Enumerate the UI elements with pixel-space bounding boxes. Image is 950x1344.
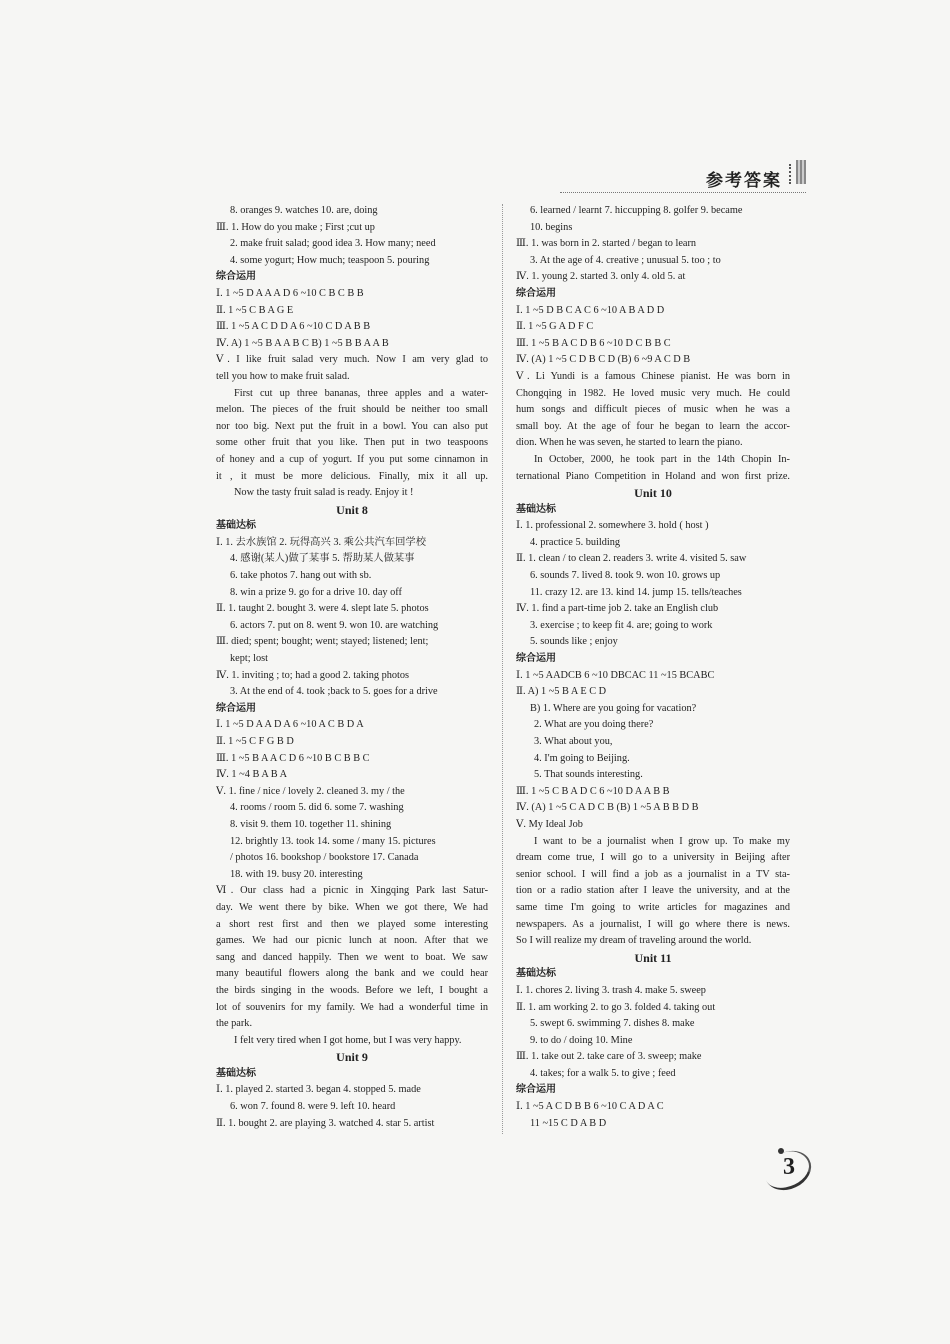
answer-line: of honey and a cup of yogurt. If you put some cinnamon in (216, 453, 488, 465)
answer-line: melon. The pieces of the fruit should be neither too small (216, 404, 488, 416)
answer-line: 8. visit 9. them 10. together 11. shining (230, 818, 392, 830)
answer-line: Ⅱ. 1. am working 2. to go 3. folded 4. taking out (516, 1001, 716, 1013)
answer-line: 3. exercise ; to keep fit 4. are; going to work (530, 619, 713, 631)
answer-line: Ⅳ. (A) 1 ~5 C D B C D (B) 6 ~9 A C D B (516, 354, 691, 366)
section-heading: 基础达标 (216, 520, 256, 532)
answer-line: 8. oranges 9. watches 10. are, doing (230, 205, 378, 216)
answer-line: Ⅱ. A) 1 ~5 B A E C D (516, 686, 607, 698)
answer-line: senior school. I will find a job as a journalist in a TV sta- (516, 868, 790, 880)
unit-heading: Unit 11 (634, 950, 672, 965)
answer-line: I felt very tired when I got home, but I was very happy. (234, 1034, 462, 1046)
answer-line: Ⅵ. Our class had a picnic in Xingqing Park last Satur- (216, 885, 488, 897)
answer-line: 4. takes; for a walk 5. to give ; feed (530, 1067, 676, 1079)
answer-line: Ⅴ. Li Yundi is a famous Chinese pianist. He was born in (516, 370, 790, 382)
answer-line: Ⅴ. 1. fine / nice / lovely 2. cleaned 3. my / the (216, 785, 405, 797)
answer-line: 12. brightly 13. took 14. some / many 15. pictures (230, 835, 436, 847)
answer-line: newspapers. As a journalist, I will go where there is news. (516, 918, 790, 930)
answer-line: Ⅴ. I like fruit salad very much. Now I am very glad to (216, 354, 488, 366)
answer-line: Chongqing in 1982. He loved music very much. He could (516, 387, 790, 399)
answer-line: Ⅰ. 1 ~5 D A A A D 6 ~10 C B C B B (216, 287, 364, 299)
answer-line: hum songs and difficult pieces of music when he was a (516, 404, 790, 416)
answer-line: Ⅰ. 1 ~5 A C D B B 6 ~10 C A D A C (516, 1101, 664, 1113)
answer-line: 18. with 19. busy 20. interesting (230, 868, 363, 880)
answer-line: the park. (216, 1018, 253, 1030)
unit-heading: Unit 8 (336, 502, 368, 517)
answer-line: Ⅱ. 1 ~5 C B A G E (216, 304, 294, 316)
answer-line: Ⅰ. 1. professional 2. somewhere 3. hold ( host ) (516, 520, 709, 532)
page-header (560, 160, 806, 193)
answer-line: ternational Piano Competition in Holand and won first prize. (516, 470, 790, 482)
answer-line: 4. I'm going to Beijing. (534, 752, 630, 764)
unit-heading: Unit 9 (336, 1050, 368, 1065)
answer-line: B) 1. Where are you going for vacation? (530, 702, 697, 714)
answer-line: In October, 2000, he took part in the 14th Chopin In- (534, 453, 790, 465)
answer-line: 2. make fruit salad; good idea 3. How many; need (230, 238, 436, 250)
answer-line: tion or a radio station after I leave the university, and at the (516, 885, 790, 897)
answer-line: Ⅰ. 1 ~5 AADCB 6 ~10 DBCAC 11 ~15 BCABC (516, 669, 715, 681)
answer-line: the birds singing in the woods. Before we left, I bought a (216, 984, 488, 996)
answer-line: 3. At the age of 4. creative ; unusual 5. too ; to (530, 254, 721, 266)
answer-line: Ⅲ. 1 ~5 A C D D A 6 ~10 C D A B B (216, 321, 371, 333)
answer-line: 10. begins (530, 221, 573, 233)
section-heading: 综合运用 (516, 653, 556, 665)
answer-line: 6. take photos 7. hang out with sb. (230, 570, 372, 582)
section-heading: 综合运用 (216, 702, 256, 714)
answer-line: 6. actors 7. put on 8. went 9. won 10. are watching (230, 619, 439, 631)
answer-line: a short rest first and then we played some interesting (216, 918, 488, 930)
answer-line: Ⅳ. 1 ~4 B A B A (216, 769, 288, 781)
answer-line: 3. What about you, (534, 736, 613, 747)
right-column (516, 203, 790, 1132)
answer-line: / photos 16. bookshop / bookstore 17. Canada (230, 852, 419, 864)
answer-line: 3. At the end of 4. took ;back to 5. goes for a drive (230, 686, 438, 698)
answer-line: it , it must be more delicious. Finally, mix it all up. (216, 470, 488, 482)
header-title: 参考答案 (706, 171, 782, 191)
answer-line: 6. learned / learnt 7. hiccupping 8. golfer 9. became (530, 205, 743, 216)
answer-line: Ⅰ. 1 ~5 D B C A C 6 ~10 A B A D D (516, 304, 665, 316)
answer-line: Ⅳ. 1. inviting ; to; had a good 2. taking photos (216, 669, 410, 681)
column-divider (502, 204, 503, 1134)
answer-line: Ⅰ. 1. chores 2. living 3. trash 4. make 5. sweep (516, 984, 706, 996)
answer-line: Ⅰ. 1. played 2. started 3. began 4. stopped 5. made (216, 1084, 421, 1096)
answer-line: Ⅱ. 1. clean / to clean 2. readers 3. write 4. visited 5. saw (516, 553, 747, 565)
answer-line: Ⅲ. 1 ~5 C B A D C 6 ~10 D A A B B (516, 785, 670, 797)
answer-line: Ⅳ. 1. find a part-time job 2. take an English club (516, 603, 719, 615)
answer-line: 6. sounds 7. lived 8. took 9. won 10. grows up (530, 570, 721, 582)
answer-line: 4. 感谢(某人)做了某事 5. 帮助某人做某事 (230, 553, 415, 565)
answer-line: Ⅱ. 1. taught 2. bought 3. were 4. slept late 5. photos (216, 603, 429, 615)
answer-line: Ⅳ. (A) 1 ~5 C A D C B (B) 1 ~5 A B B D B (516, 802, 699, 814)
answer-line: tell you how to make fruit salad. (216, 370, 350, 382)
answer-line: Ⅱ. 1. bought 2. are playing 3. watched 4. star 5. artist (216, 1117, 435, 1129)
answer-line: 8. win a prize 9. go for a drive 10. day off (230, 586, 402, 598)
page-number: 3 (783, 1154, 795, 1180)
answer-line: Ⅱ. 1 ~5 G A D F C (516, 321, 594, 333)
answer-line: sang and danced happily. Then we went to boat. We saw (216, 951, 488, 963)
answer-line: Ⅲ. 1. How do you make ; First ;cut up (216, 221, 375, 233)
answer-line: games. We had our picnic lunch at noon. After that we (216, 935, 488, 947)
answer-line: some other fruit that you like. Then put in two teaspoons (216, 437, 488, 449)
answer-line: 2. What are you doing there? (534, 719, 654, 731)
answer-line: 6. won 7. found 8. were 9. left 10. heard (230, 1101, 396, 1113)
answer-line: Ⅴ. My Ideal Job (516, 818, 583, 830)
answer-line: 5. swept 6. swimming 7. dishes 8. make (530, 1018, 695, 1030)
answer-line: Ⅱ. 1 ~5 C F G B D (216, 736, 294, 747)
answer-line: Ⅰ. 1 ~5 D A A D A 6 ~10 A C B D A (216, 719, 364, 731)
answer-line: 9. to do / doing 10. Mine (530, 1034, 633, 1046)
answer-line: Ⅰ. 1. 去水族馆 2. 玩得高兴 3. 乘公共汽车回学校 (216, 536, 427, 548)
header-dots-ornament (789, 164, 794, 184)
answer-line: Ⅲ. died; spent; bought; went; stayed; listened; lent; (216, 636, 429, 648)
answer-line: Ⅲ. 1. was born in 2. started / began to learn (516, 238, 697, 250)
answer-line: First cut up three bananas, three apples and a water- (234, 387, 488, 399)
section-heading: 基础达标 (516, 503, 556, 515)
section-heading: 综合运用 (516, 1084, 556, 1096)
answer-line: 4. some yogurt; How much; teaspoon 5. pouring (230, 254, 430, 266)
answer-line: dream come true, I will go to a university in Beijing after (516, 852, 790, 864)
answer-line: Now the tasty fruit salad is ready. Enjoy it ! (234, 487, 414, 499)
answer-line: Ⅳ. A) 1 ~5 B A A B C B) 1 ~5 B B A A B (216, 337, 389, 349)
answer-line: So I will realize my dream of traveling around the world. (516, 935, 752, 947)
answer-line: day. We went there by bike. When we got there, We had (216, 901, 488, 913)
answer-line: 4. rooms / room 5. did 6. some 7. washing (230, 802, 404, 814)
answer-line: 11. crazy 12. are 13. kind 14. jump 15. tells/teaches (530, 586, 742, 598)
answer-line: 5. sounds like ; enjoy (530, 636, 618, 648)
section-heading: 基础达标 (516, 968, 556, 980)
section-heading: 综合运用 (516, 287, 556, 299)
answer-line: 5. That sounds interesting. (534, 769, 643, 781)
answer-line: kept; lost (230, 653, 269, 665)
answer-line: lot of souvenirs for my family. We had a wonderful time in (216, 1001, 488, 1013)
answer-line: Ⅳ. 1. young 2. started 3. only 4. old 5. at (516, 271, 686, 283)
answer-line: I want to be a journalist when I grow up. To make my (534, 835, 790, 847)
unit-heading: Unit 10 (634, 486, 672, 501)
answer-line: Ⅲ. 1 ~5 B A C D B 6 ~10 D C B B C (516, 337, 671, 349)
answer-line: Ⅲ. 1 ~5 B A A C D 6 ~10 B C B B C (216, 752, 370, 764)
answer-line: Ⅲ. 1. take out 2. take care of 3. sweep; make (516, 1051, 702, 1063)
answer-line: many beautiful flowers along the bank and we could hear (216, 968, 488, 980)
answer-line: nor too big. Next put the fruit in a bowl. You can also put (216, 420, 488, 432)
section-heading: 综合运用 (216, 271, 256, 283)
answer-line: 4. practice 5. building (530, 536, 621, 548)
answer-line: small boy. At the age of four he began to learn the accor- (516, 420, 790, 432)
answer-line: same time I'm going to write articles for magazines and (516, 901, 790, 913)
header-bar-ornament (796, 160, 806, 184)
left-column (216, 203, 488, 1132)
section-heading: 基础达标 (216, 1067, 256, 1079)
answer-line: dion. When he was seven, he started to learn the piano. (516, 437, 743, 449)
answer-line: 11 ~15 C D A B D (530, 1117, 607, 1129)
